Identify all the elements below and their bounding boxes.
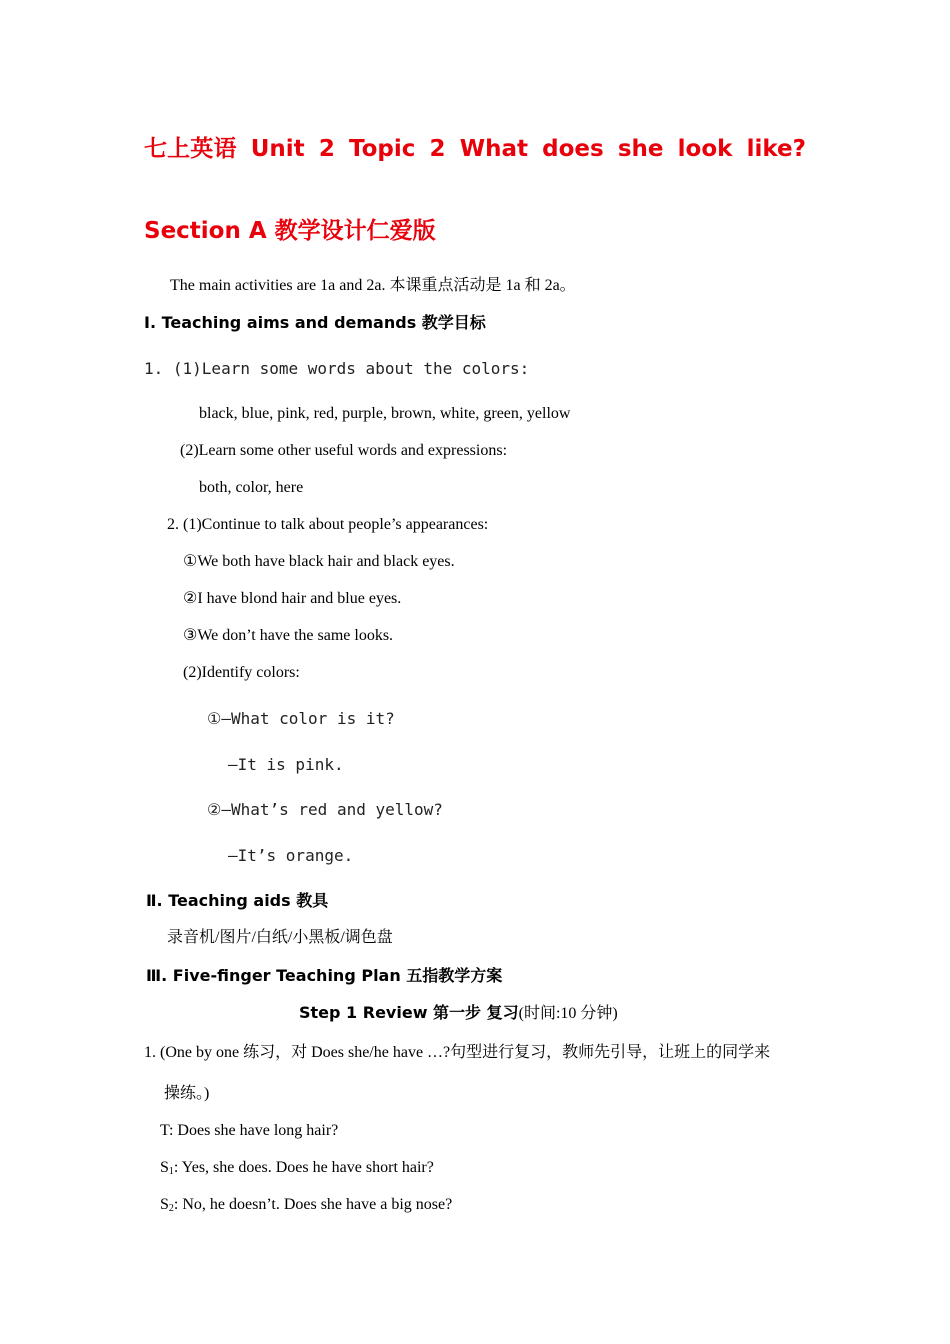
step-1-time: (时间:10 分钟) <box>518 1005 618 1022</box>
section-heading-aids: Ⅱ. Teaching aids 教具 <box>146 891 329 910</box>
useful-word-list: both, color, here <box>199 479 304 496</box>
student-2-label: S <box>160 1196 169 1213</box>
dialog-2-answer: —It’s orange. <box>228 846 354 865</box>
step-1-instruction-line-2: 操练。) <box>164 1085 210 1102</box>
student-1-subscript: 1 <box>168 1166 174 1177</box>
example-sentence-3: ③We don’t have the same looks. <box>183 627 394 644</box>
student-2-subscript: 2 <box>168 1203 174 1214</box>
teaching-aids-list: 录音机/图片/白纸/小黑板/调色盘 <box>167 929 393 946</box>
dialog-2-question: ②—What’s red and yellow? <box>207 800 443 819</box>
aims-item-1-1: 1. (1)Learn some words about the colors: <box>144 359 530 378</box>
aims-item-1-2: (2)Learn some other useful words and expressions: <box>180 442 508 459</box>
document-subtitle: Section A 教学设计仁爱版 <box>144 218 436 244</box>
student-1-label: S <box>160 1159 169 1176</box>
document-title: 七上英语 Unit 2 Topic 2 What does she look like? <box>144 136 806 162</box>
dialog-1-answer: —It is pink. <box>228 755 344 774</box>
student-2-text: : No, he doesn’t. Does she have a big nose? <box>173 1196 453 1213</box>
section-heading-plan: Ⅲ. Five-finger Teaching Plan 五指教学方案 <box>146 966 503 985</box>
dialog-student-2-line <box>160 1197 452 1213</box>
example-sentence-1: ①We both have black hair and black eyes. <box>183 553 455 570</box>
step-1-instruction-line-1: 1. (One by one 练习，对 Does she/he have …?句型进行复习，教师先引导，让班上的同学来 <box>144 1044 771 1061</box>
intro-paragraph: The main activities are 1a and 2a. 本课重点活动是 1a 和 2a。 <box>170 277 576 294</box>
dialog-teacher-line: T: Does she have long hair? <box>160 1122 339 1139</box>
example-sentence-2: ②I have blond hair and blue eyes. <box>183 590 402 607</box>
color-word-list: black, blue, pink, red, purple, brown, white, green, yellow <box>199 405 571 422</box>
dialog-1-question: ①—What color is it? <box>207 709 395 728</box>
section-heading-aims: Ⅰ. Teaching aims and demands 教学目标 <box>144 313 486 332</box>
step-1-title: Step 1 Review 第一步 复习 <box>299 1003 519 1022</box>
dialog-student-1-line <box>160 1160 434 1176</box>
aims-item-2-1: 2. (1)Continue to talk about people’s appearances: <box>167 516 489 533</box>
aims-item-2-2: (2)Identify colors: <box>183 664 300 681</box>
student-1-text: : Yes, she does. Does he have short hair? <box>173 1159 434 1176</box>
step-1-heading <box>299 1005 618 1022</box>
